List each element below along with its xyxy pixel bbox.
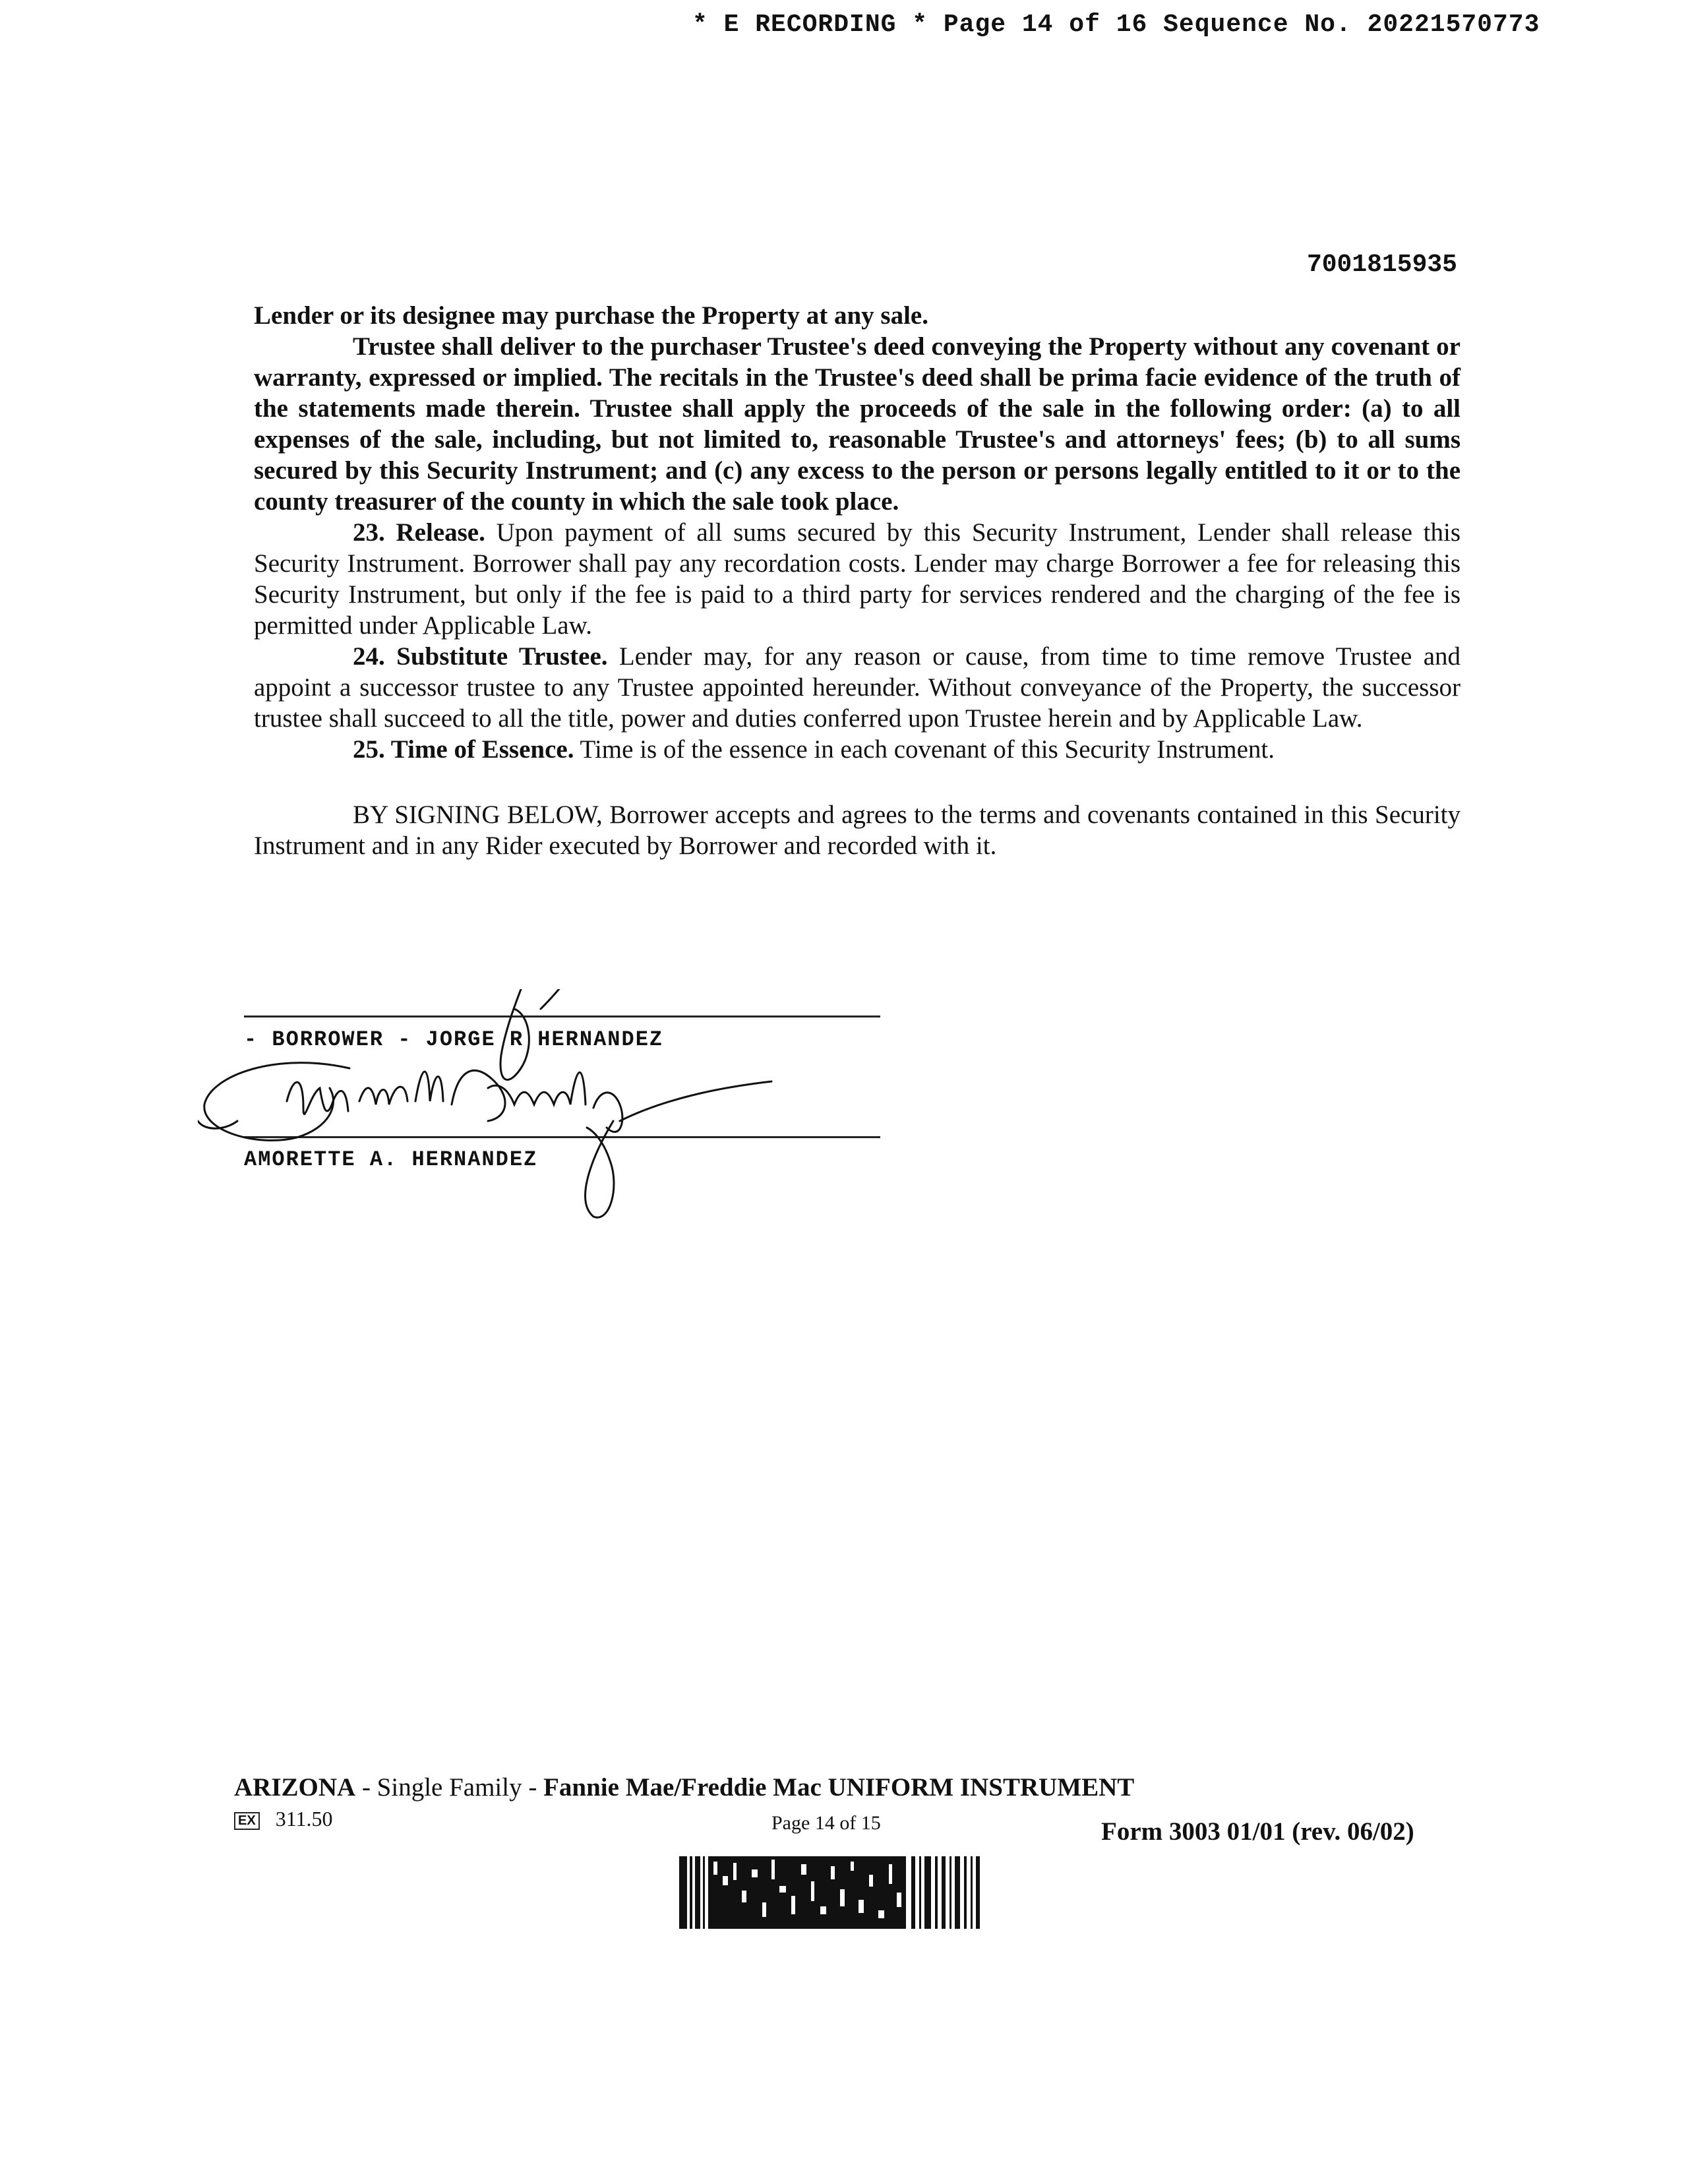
section-24 [254, 641, 1461, 734]
section-24-heading: 24. Substitute Trustee. [353, 642, 608, 671]
ex-badge: EX [234, 1812, 260, 1830]
footer-form-title [234, 1773, 1223, 1802]
recording-header: * E RECORDING * Page 14 of 16 Sequence No. 20221570773 [692, 11, 1540, 39]
footer-separator: - Single Family - [355, 1773, 544, 1802]
barcode [679, 1856, 982, 1929]
section-23 [254, 517, 1461, 641]
page-number: Page 14 of 15 [771, 1812, 881, 1834]
signing-statement: BY SIGNING BELOW, Borrower accepts and agrees to the terms and covenants contained in this Security Instrument and in any Rider executed by Borrower and recorded with it. [254, 801, 1461, 860]
borrower-1-label: - BORROWER - JORGE R HERNANDEZ [244, 1027, 664, 1052]
borrower-2-label: AMORETTE A. HERNANDEZ [244, 1147, 538, 1172]
footer-state-name: ARIZONA [234, 1773, 356, 1802]
trustee-deed-paragraph: Trustee shall deliver to the purchaser Trustee's deed conveying the Property without any covenant or warranty, expressed or implied. The recitals in the Trustee's deed shall be prima facie evidence of the truth of the statements made therein. Trustee shall apply the proceeds of the sale in the following order: (a) to all expenses of the sale, including, but not limited to, reasonable Trustee's and attorneys' fees; (b) to all sums secured by this Security Instrument; and (c) any excess to the person or persons legally entitled to it or to the county treasurer of the county in which the sale took place. [254, 332, 1461, 516]
footer-form-code [234, 1807, 333, 1831]
form-code: 311.50 [275, 1807, 333, 1831]
opening-paragraph: Lender or its designee may purchase the Property at any sale. [254, 301, 928, 330]
signature-block [198, 989, 923, 1220]
handwritten-signature [198, 989, 923, 1220]
document-body [254, 300, 1461, 861]
loan-number: 7001815935 [1306, 251, 1457, 279]
section-25-heading: 25. Time of Essence. [353, 735, 574, 764]
form-number: Form 3003 01/01 (rev. 06/02) [1101, 1817, 1414, 1846]
section-24-text: Lender may, for any reason or cause, from time to time remove Trustee and appoint a successor trustee to any Trustee appointed hereunder. Without conveyance of the Property, the successor trustee shall succeed to all the title, power and duties conferred upon Trustee herein and by Applicable Law. [254, 642, 1461, 733]
section-25 [254, 734, 1461, 765]
section-25-text: Time is of the essence in each covenant of this Security Instrument. [580, 735, 1275, 764]
section-23-text: Upon payment of all sums secured by this Security Instrument, Lender shall release this Security Instrument. Borrower shall pay any recordation costs. Lender may charge Borrower a fee for releasing this Security Instrument, but only if the fee is paid to a third party for services rendered and the charging of the fee is permitted under Applicable Law. [254, 518, 1461, 640]
section-23-heading: 23. Release. [353, 518, 485, 547]
footer-instrument: Fannie Mae/Freddie Mac UNIFORM INSTRUMENT [543, 1773, 1135, 1802]
